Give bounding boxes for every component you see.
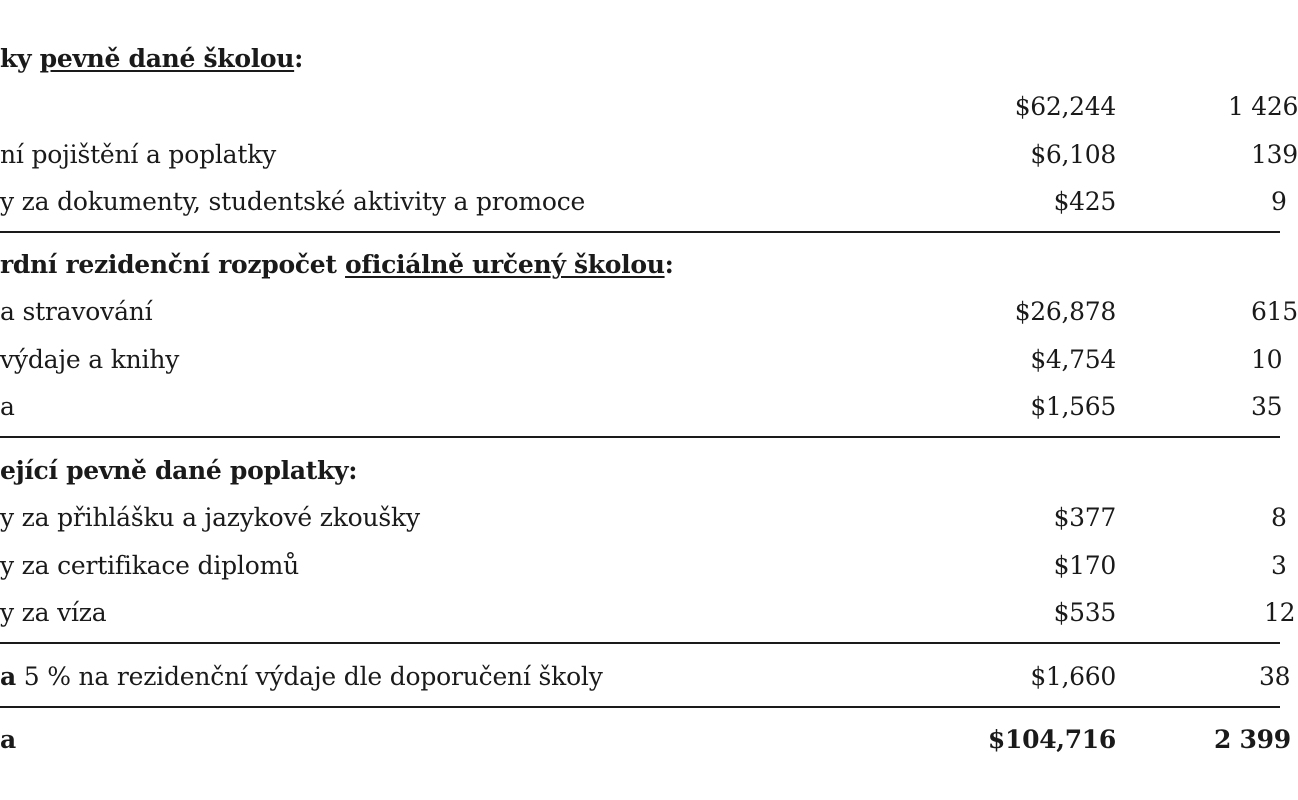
row-czk-application-fees: 8 — [1271, 503, 1287, 532]
section-divider — [0, 231, 1280, 233]
section-divider — [0, 706, 1280, 708]
row-label-visa-fees: y za víza — [0, 598, 107, 627]
row-amount-housing-food: $26,878 — [1014, 297, 1116, 326]
row-amount-expenses-books: $4,754 — [1030, 345, 1116, 374]
heading-text: ky — [0, 44, 40, 73]
row-amount-travel: $1,565 — [1030, 392, 1116, 421]
row-label-documents-fees: y za dokumenty, studentské aktivity a promoce — [0, 187, 586, 216]
row-label-application-fees: y za přihlášku a jazykové zkoušky — [0, 503, 420, 532]
row-label-travel: a — [0, 392, 15, 421]
row-label-total: a — [0, 725, 16, 754]
row-czk-housing-food: 615 — [1251, 297, 1298, 326]
row-czk-reserve: 38 — [1259, 662, 1291, 691]
reserve-label-text: 5 % na rezidenční výdaje dle doporučení školy — [16, 662, 603, 691]
row-label-insurance: ní pojištění a poplatky — [0, 140, 277, 169]
row-czk-visa-fees: 12 — [1264, 598, 1296, 627]
row-label-expenses-books: výdaje a knihy — [0, 345, 180, 374]
heading-text: rdní rezidenční rozpočet — [0, 250, 346, 279]
row-amount-insurance: $6,108 — [1030, 140, 1116, 169]
section-heading-school-fixed — [0, 44, 303, 73]
row-czk-total: 2 399 — [1214, 725, 1291, 754]
section-divider — [0, 436, 1280, 438]
row-czk-insurance: 139 — [1251, 140, 1298, 169]
row-czk-documents-fees: 9 — [1271, 187, 1287, 216]
section-heading-other-fixed: ející pevně dané poplatky: — [0, 456, 358, 485]
row-amount-documents-fees: $425 — [1053, 187, 1116, 216]
row-amount-tuition: $62,244 — [1014, 92, 1116, 121]
row-amount-application-fees: $377 — [1053, 503, 1116, 532]
heading-colon: : — [664, 250, 674, 279]
row-amount-diploma-certification: $170 — [1053, 551, 1116, 580]
row-label-housing-food: a stravování — [0, 297, 153, 326]
row-amount-total: $104,716 — [987, 725, 1116, 754]
heading-colon: : — [294, 44, 304, 73]
section-heading-residential — [0, 250, 674, 279]
row-amount-visa-fees: $535 — [1053, 598, 1116, 627]
row-label-diploma-certification: y za certifikace diplomů — [0, 551, 299, 580]
section-divider — [0, 642, 1280, 644]
reserve-label-bold: a — [0, 662, 16, 691]
row-amount-reserve: $1,660 — [1030, 662, 1116, 691]
heading-underlined-text: oficiálně určený školou — [345, 250, 665, 279]
row-czk-travel: 35 — [1251, 392, 1283, 421]
row-label-reserve — [0, 662, 603, 691]
row-czk-diploma-certification: 3 — [1271, 551, 1287, 580]
heading-underlined-text: pevně dané školou — [39, 44, 295, 73]
row-czk-expenses-books: 10 — [1251, 345, 1283, 374]
row-czk-tuition: 1 426 — [1228, 92, 1298, 121]
